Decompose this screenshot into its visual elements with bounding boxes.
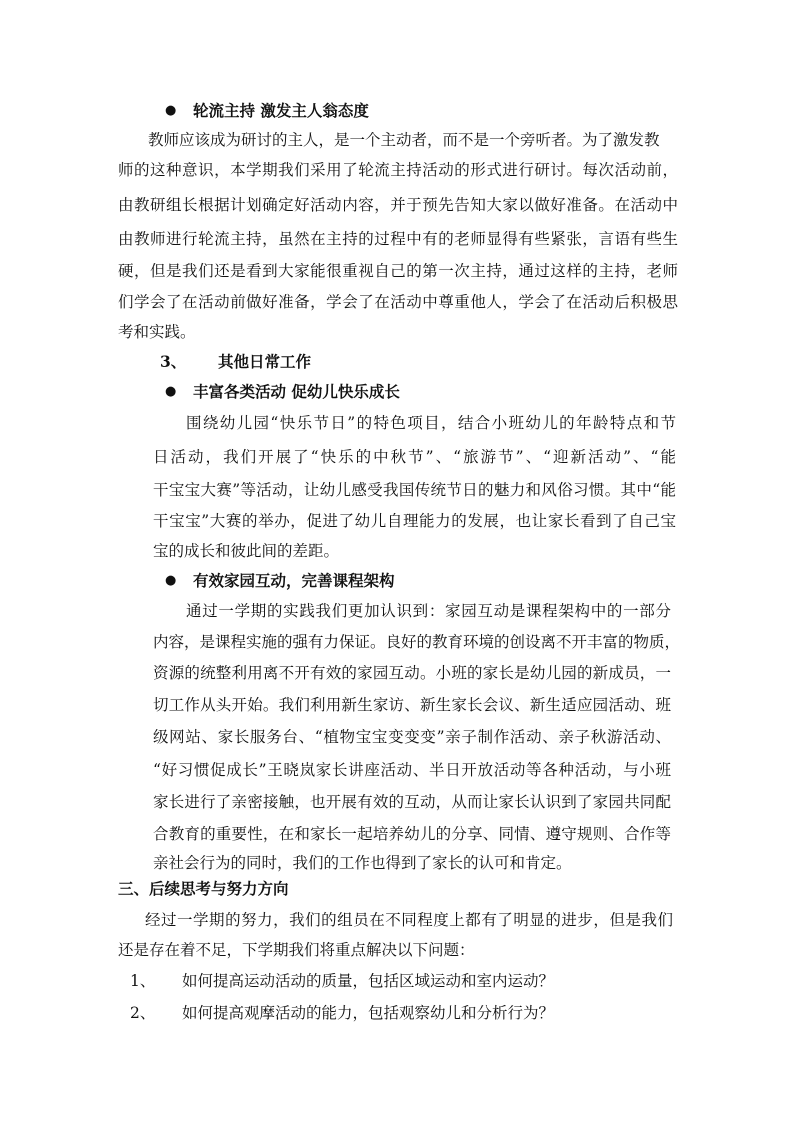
paragraph-line: 还是存在着不足，下学期我们将重点解决以下问题：	[118, 941, 475, 959]
list-item-number: 2、	[130, 1004, 156, 1022]
paragraph-line: “好习惯促成长”王晓岚家长讲座活动、半日开放活动等各种活动，与小班	[153, 761, 671, 779]
list-item-text: 如何提高观摩活动的能力，包括观察幼儿和分析行为？	[182, 1004, 555, 1022]
list-item-text: 如何提高运动活动的质量，包括区域运动和室内运动？	[182, 972, 555, 990]
paragraph-line: 教师应该成为研讨的主人，是一个主动者，而不是一个旁听者。为了激发教	[148, 131, 660, 149]
heading-activities: 丰富各类活动 促幼儿快乐成长	[193, 382, 400, 401]
subsection-title: 其他日常工作	[218, 352, 312, 371]
paragraph-line: 切工作从头开始。我们利用新生家访、新生家长会议、新生适应园活动、班	[153, 696, 671, 714]
bullet-icon: ●	[165, 573, 177, 588]
heading-home-school: 有效家园互动，完善课程架构	[193, 571, 395, 590]
paragraph-line: 通过一学期的实践我们更加认识到：家园互动是课程架构中的一部分	[186, 602, 671, 620]
paragraph-line: 硬，但是我们还是看到大家能很重视自己的第一次主持，通过这样的主持，老师	[118, 262, 678, 280]
paragraph-line: 围绕幼儿园“快乐节日”的特色项目，结合小班幼儿的年龄特点和节	[186, 414, 676, 432]
paragraph-line: 干宝宝大赛”等活动，让幼儿感受我国传统节日的魅力和风俗习惯。其中“能	[153, 481, 676, 499]
paragraph-line: 合教育的重要性，在和家长一起培养幼儿的分享、同情、遵守规则、合作等	[153, 825, 671, 843]
paragraph-line: 由教师进行轮流主持，虽然在主持的过程中有的老师显得有些紧张，言语有些生	[118, 230, 678, 248]
paragraph-line: 亲社会行为的同时，我们的工作也得到了家长的认可和肯定。	[153, 854, 572, 872]
heading-rotating-host: 轮流主持 激发主人翁态度	[193, 101, 369, 120]
paragraph-line: 由教研组长根据计划确定好活动内容，并于预先告知大家以做好准备。在活动中	[118, 196, 678, 214]
subsection-number: 3、	[160, 352, 187, 371]
paragraph-line: 经过一学期的努力，我们的组员在不同程度上都有了明显的进步，但是我们	[145, 911, 673, 929]
bullet-icon: ●	[165, 384, 177, 399]
paragraph-line: 日活动，我们开展了“快乐的中秋节”、“旅游节”、“迎新活动”、“能	[153, 448, 676, 466]
section-title: 三、后续思考与努力方向	[118, 879, 289, 898]
paragraph-line: 资源的统整利用离不开有效的家园互动。小班的家长是幼儿园的新成员，一	[153, 664, 671, 682]
paragraph-line: 们学会了在活动前做好准备，学会了在活动中尊重他人，学会了在活动后积极思	[118, 293, 678, 311]
paragraph-line: 级网站、家长服务台、“植物宝宝变变变”亲子制作活动、亲子秋游活动、	[153, 728, 671, 746]
paragraph-line: 宝的成长和彼此间的差距。	[153, 542, 340, 560]
paragraph-line: 考和实践。	[118, 323, 196, 341]
paragraph-line: 家长进行了亲密接触，也开展有效的互动，从而让家长认识到了家园共同配	[153, 793, 671, 811]
bullet-icon: ●	[165, 103, 177, 118]
paragraph-line: 师的这种意识，本学期我们采用了轮流主持活动的形式进行研讨。每次活动前，	[118, 161, 678, 179]
list-item-number: 1、	[130, 972, 156, 990]
paragraph-line: 干宝宝”大赛的举办，促进了幼儿自理能力的发展，也让家长看到了自己宝	[153, 512, 676, 530]
paragraph-line: 内容，是课程实施的强有力保证。良好的教育环境的创设离不开丰富的物质，	[153, 633, 681, 651]
